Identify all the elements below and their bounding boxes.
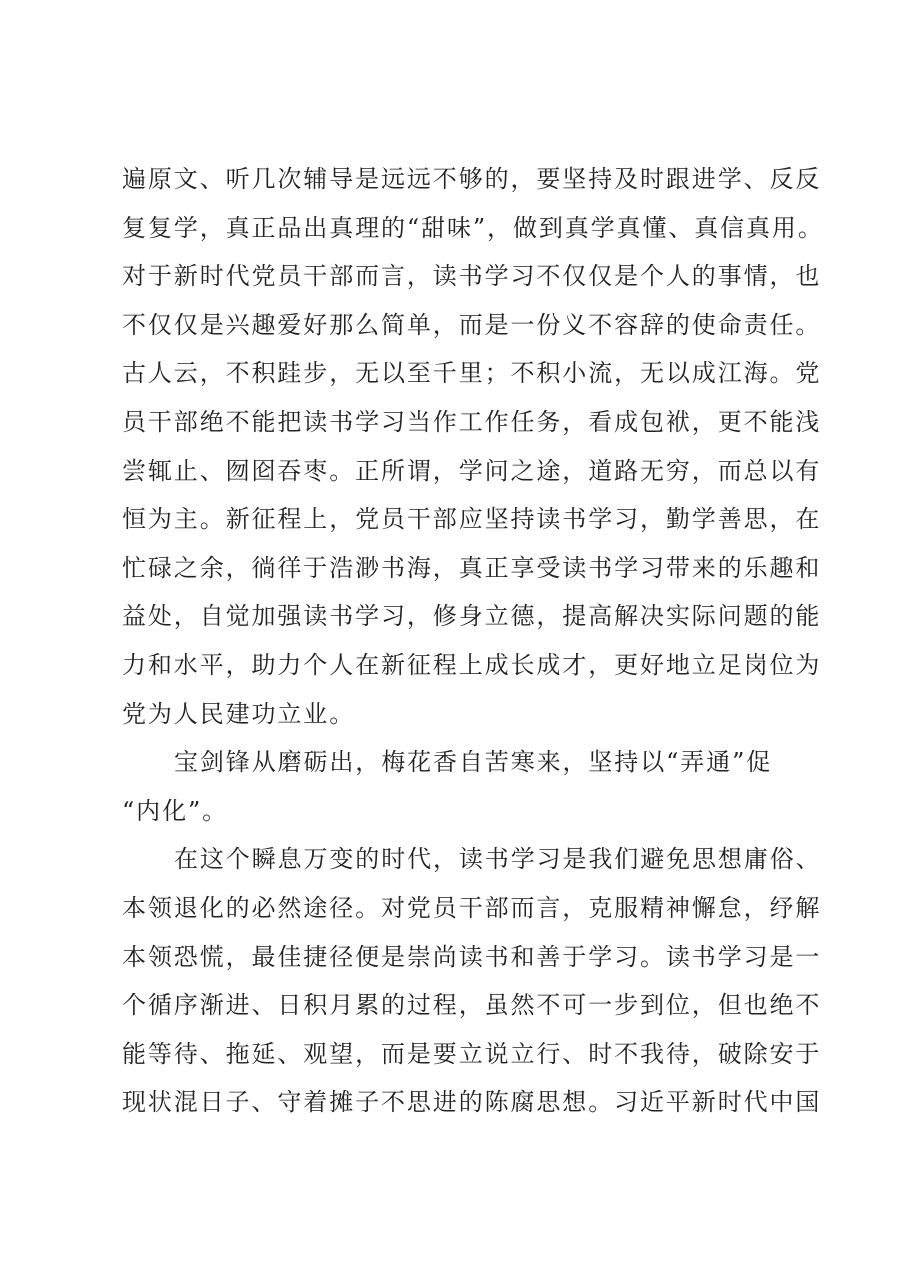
text-line: 复复学，真正品出真理的“甜味”，做到真学真懂、真信真用。 [122, 213, 824, 242]
text-line: 遍原文、听几次辅导是远远不够的，要坚持及时跟进学、反反 [122, 165, 822, 193]
text-line: 益处，自觉加强读书学习，修身立德，提高解决实际问题的能 [122, 602, 822, 631]
text-line: 恒为主。新征程上，党员干部应坚持读书学习，勤学善思，在 [122, 505, 822, 534]
text-line: 古人云，不积跬步，无以至千里；不积小流，无以成江海。党 [122, 359, 822, 388]
text-line: 忙碌之余，徜徉于浩渺书海，真正享受读书学习带来的乐趣和 [122, 553, 822, 582]
text-line: 不仅仅是兴趣爱好那么简单，而是一份义不容辞的使命责任。 [122, 310, 822, 339]
text-line: 本领退化的必然途径。对党员干部而言，克服精神懈怠，纾解 [122, 893, 822, 922]
text-line: 个循序渐进、日积月累的过程，虽然不可一步到位，但也绝不 [122, 991, 822, 1020]
text-line: 对于新时代党员干部而言，读书学习不仅仅是个人的事情，也 [122, 262, 822, 291]
text-line: 尝辄止、囫囵吞枣。正所谓，学问之途，道路无穷，而总以有 [122, 456, 822, 485]
text-line: 员干部绝不能把读书学习当作工作任务，看成包袱，更不能浅 [122, 407, 822, 436]
body-text [122, 155, 824, 1127]
text-line: 现状混日子、守着摊子不思进的陈腐思想。习近平新时代中国 [122, 1088, 822, 1117]
text-line: 在这个瞬息万变的时代，读书学习是我们避免思想庸俗、 [174, 845, 822, 874]
text-line: 宝剑锋从磨砺出，梅花香自苦寒来，坚持以“弄通”促 [174, 748, 773, 777]
text-line: 本领恐慌，最佳捷径便是崇尚读书和善于学习。读书学习是一 [122, 942, 822, 971]
text-line: 力和水平，助力个人在新征程上成长成才，更好地立足岗位为 [122, 650, 822, 679]
text-line: 党为人民建功立业。 [122, 699, 356, 728]
text-line: 能等待、拖延、观望，而是要立说立行、时不我待，破除安于 [122, 1039, 822, 1068]
text-line: “内化”。 [122, 796, 229, 825]
